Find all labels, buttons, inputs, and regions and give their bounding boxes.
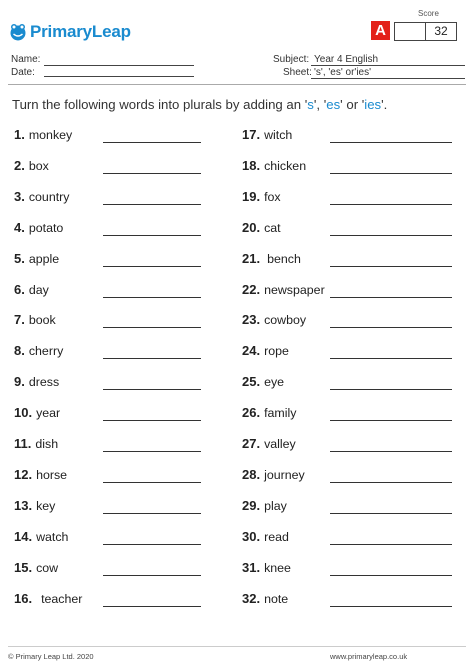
word-item	[14, 591, 82, 606]
footer-divider	[8, 646, 466, 647]
item-word: book	[28, 313, 56, 328]
answer-field[interactable]	[330, 482, 452, 483]
item-number: 13.	[14, 497, 33, 513]
answer-field[interactable]	[103, 575, 201, 576]
instruction-text	[12, 97, 387, 112]
item-word: key	[36, 498, 56, 513]
answer-field[interactable]	[103, 420, 201, 421]
item-number: 19.	[242, 188, 261, 204]
answer-field[interactable]	[330, 173, 452, 174]
item-number: 12.	[14, 466, 33, 482]
item-word: cat	[264, 220, 281, 235]
instruction-prefix: Turn the following words into plurals by adding an '	[12, 97, 308, 112]
item-word: valley	[264, 437, 296, 451]
word-item	[242, 189, 281, 204]
word-item	[14, 529, 68, 544]
item-word: dress	[28, 375, 60, 390]
word-item	[242, 405, 296, 420]
word-item	[14, 436, 58, 451]
word-item	[242, 251, 301, 266]
item-word: witch	[264, 128, 293, 142]
subject-underline	[311, 65, 465, 66]
answer-field[interactable]	[330, 297, 452, 298]
item-word: apple	[28, 251, 60, 266]
word-item	[14, 127, 72, 142]
item-number: 17.	[242, 127, 261, 142]
sheet-label: Sheet:	[283, 67, 312, 78]
item-word: horse	[36, 467, 68, 482]
word-item	[14, 158, 49, 173]
grade-badge: A	[371, 21, 390, 40]
item-word: cow	[36, 560, 59, 575]
item-word: rope	[264, 344, 289, 359]
answer-field[interactable]	[330, 606, 452, 607]
item-number: 11.	[14, 436, 32, 451]
item-number: 24.	[242, 343, 261, 359]
subject-value: Year 4 English	[314, 54, 379, 65]
item-word: family	[264, 406, 297, 421]
instruction-sep-2: ' or '	[340, 97, 365, 112]
word-item	[14, 312, 56, 327]
brand-name: PrimaryLeap	[30, 22, 131, 41]
item-number: 18.	[242, 157, 261, 173]
footer-website: www.primaryleap.co.uk	[330, 652, 408, 661]
subject-label: Subject:	[273, 54, 310, 65]
item-word: read	[264, 529, 289, 544]
word-item	[14, 374, 59, 389]
item-number: 25.	[242, 374, 261, 390]
instruction-sep-1: ', '	[313, 97, 327, 112]
score-label: Score	[418, 9, 439, 18]
answer-field[interactable]	[103, 235, 201, 236]
item-word: monkey	[28, 128, 73, 142]
item-number: 27.	[242, 436, 261, 451]
answer-field[interactable]	[330, 389, 452, 390]
item-number: 28.	[242, 466, 261, 482]
item-number: 7.	[14, 312, 25, 328]
word-item	[242, 312, 306, 327]
item-number: 20.	[242, 219, 261, 235]
item-number: 26.	[242, 405, 261, 421]
date-label: Date:	[11, 67, 35, 78]
word-item	[242, 560, 291, 575]
item-word: dish	[35, 437, 59, 451]
score-total: 32	[425, 22, 457, 41]
item-word: eye	[264, 375, 285, 390]
date-field[interactable]	[44, 76, 194, 77]
item-number: 32.	[242, 590, 261, 606]
word-item	[14, 251, 59, 266]
item-number: 14.	[14, 528, 33, 544]
word-item	[242, 127, 292, 142]
item-number: 16.	[14, 590, 33, 606]
item-number: 8.	[14, 343, 25, 359]
footer-copyright: © Primary Leap Ltd. 2020	[8, 652, 94, 661]
word-item	[242, 220, 281, 235]
word-item	[242, 529, 289, 544]
answer-field[interactable]	[330, 513, 452, 514]
word-item	[14, 282, 49, 297]
instruction-end: '.	[381, 97, 388, 112]
item-number: 3.	[14, 188, 25, 204]
item-word: potato	[28, 220, 64, 235]
word-item	[14, 189, 69, 204]
answer-field[interactable]	[103, 389, 201, 390]
answer-field[interactable]	[330, 420, 452, 421]
item-word: knee	[264, 560, 291, 575]
answer-field[interactable]	[330, 204, 452, 205]
item-number: 4.	[14, 219, 25, 235]
suffix-ies: ies	[364, 97, 382, 112]
suffix-es: es	[326, 97, 341, 112]
answer-field[interactable]	[103, 142, 201, 143]
answer-field[interactable]	[330, 575, 452, 576]
item-number: 15.	[14, 559, 33, 575]
answer-field[interactable]	[103, 327, 201, 328]
word-item	[242, 158, 306, 173]
item-number: 10.	[14, 405, 33, 421]
item-word: country	[28, 189, 70, 204]
item-number: 2.	[14, 157, 25, 173]
word-item	[242, 467, 305, 482]
item-word: cowboy	[264, 313, 307, 328]
item-number: 6.	[14, 281, 25, 297]
word-item	[14, 220, 63, 235]
item-number: 1.	[14, 127, 25, 142]
answer-field[interactable]	[103, 204, 201, 205]
header-divider	[8, 84, 466, 85]
item-number: 29.	[242, 497, 261, 513]
word-item	[242, 282, 325, 297]
item-word: bench	[267, 251, 301, 266]
answer-field[interactable]	[330, 235, 452, 236]
item-word: cherry	[28, 344, 64, 359]
word-item	[14, 405, 60, 420]
answer-field[interactable]	[330, 327, 452, 328]
answer-field[interactable]	[103, 266, 201, 267]
answer-field[interactable]	[330, 544, 452, 545]
item-word: note	[264, 591, 289, 606]
item-word: year	[36, 406, 61, 421]
item-number: 21.	[242, 250, 261, 266]
word-item	[242, 498, 287, 513]
item-number: 22.	[242, 281, 261, 297]
frog-icon	[8, 22, 28, 42]
answer-field[interactable]	[103, 451, 201, 452]
item-number: 23.	[242, 312, 261, 328]
name-label: Name:	[11, 54, 41, 65]
brand-logo	[8, 22, 131, 42]
answer-field[interactable]	[330, 142, 452, 143]
item-word: watch	[36, 529, 69, 544]
answer-field[interactable]	[103, 173, 201, 174]
score-input-box[interactable]	[394, 22, 426, 41]
item-word: fox	[264, 189, 281, 204]
word-item	[242, 591, 288, 606]
item-number: 5.	[14, 250, 25, 266]
name-field[interactable]	[44, 65, 194, 66]
item-word: journey	[264, 467, 305, 482]
answer-field[interactable]	[330, 451, 452, 452]
word-item	[14, 560, 58, 575]
sheet-value: 's', 'es' or'ies'	[314, 67, 372, 78]
word-item	[14, 498, 55, 513]
item-number: 31.	[242, 559, 261, 575]
sheet-underline	[311, 78, 465, 79]
item-number: 30.	[242, 528, 261, 544]
answer-field[interactable]	[330, 266, 452, 267]
item-word: day	[28, 282, 49, 297]
word-item	[14, 467, 67, 482]
word-item	[242, 343, 289, 358]
item-word: play	[264, 498, 287, 513]
word-item	[242, 374, 284, 389]
item-word: box	[28, 158, 49, 173]
answer-field[interactable]	[103, 358, 201, 359]
answer-field[interactable]	[103, 482, 201, 483]
item-word: teacher	[41, 591, 83, 606]
answer-field[interactable]	[103, 513, 201, 514]
word-item	[14, 343, 63, 358]
answer-field[interactable]	[330, 358, 452, 359]
suffix-s: s	[307, 97, 314, 112]
answer-field[interactable]	[103, 544, 201, 545]
item-word: newspaper	[264, 282, 325, 297]
item-word: chicken	[264, 158, 307, 173]
word-item	[242, 436, 296, 451]
answer-field[interactable]	[103, 606, 201, 607]
item-number: 9.	[14, 374, 25, 390]
answer-field[interactable]	[103, 297, 201, 298]
